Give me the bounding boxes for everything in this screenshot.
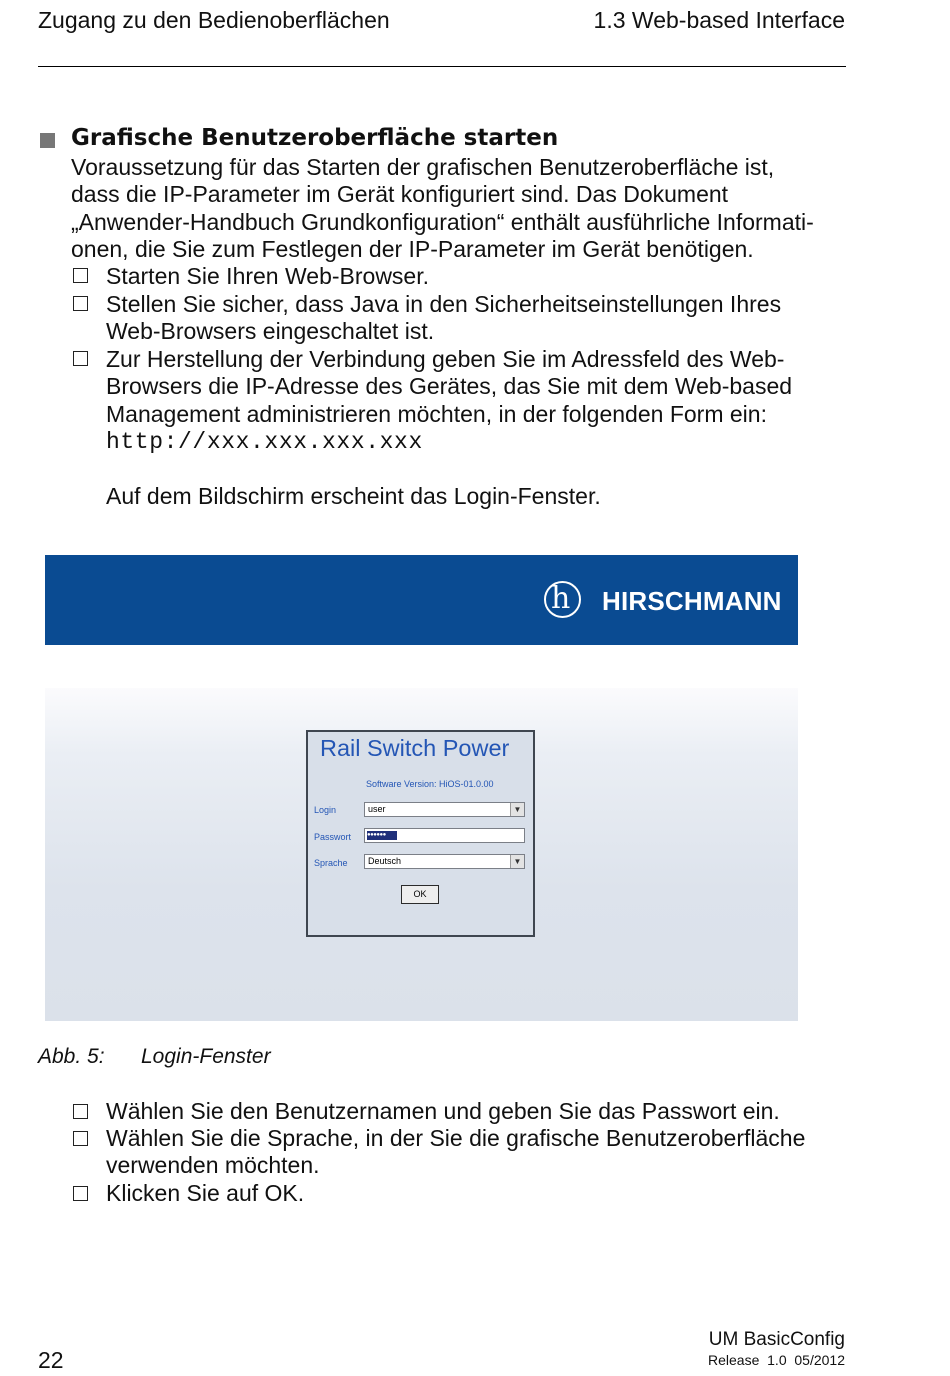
step-item (106, 263, 856, 290)
intro-line: „Anwender-Handbuch Grundkonfiguration“ enthält ausführliche Informati- (71, 208, 814, 235)
chevron-down-icon[interactable]: ▼ (510, 855, 524, 868)
checkbox-icon (73, 351, 88, 366)
checkbox-icon (73, 1131, 88, 1146)
document-name: UM BasicConfig (708, 1329, 845, 1350)
login-dialog-title: Rail Switch Power (320, 735, 510, 761)
language-select[interactable] (364, 854, 525, 869)
result-text: Auf dem Bildschirm erscheint das Login-Fenster. (106, 483, 601, 509)
login-select[interactable] (364, 802, 525, 817)
checkbox-icon (73, 1104, 88, 1119)
url-example: http://xxx.xxx.xxx.xxx (106, 429, 423, 455)
password-mask: ●●●●●● (367, 831, 397, 840)
software-version: Software Version: HiOS-01.0.00 (366, 779, 494, 789)
header-divider (38, 66, 846, 67)
step-item (106, 1098, 856, 1125)
running-header-chapter: Zugang zu den Bedienoberflächen (38, 7, 390, 33)
intro-line: onen, die Sie zum Festlegen der IP-Parameter im Gerät benötigen. (71, 236, 754, 263)
login-select-value: user (368, 804, 386, 814)
intro-paragraph (71, 154, 851, 264)
step-line: Stellen Sie sicher, dass Java in den Sicherheitseinstellungen Ihres (106, 291, 782, 317)
language-label: Sprache (314, 858, 348, 868)
password-label: Passwort (314, 832, 352, 842)
language-select-value: Deutsch (368, 856, 402, 866)
password-input[interactable] (364, 828, 525, 843)
chevron-down-icon[interactable]: ▼ (510, 803, 524, 816)
step-line: Browsers die IP-Adresse des Gerätes, das Sie mit dem Web-based (106, 373, 793, 400)
intro-line: dass die IP-Parameter im Gerät konfiguriert sind. Das Dokument (71, 181, 729, 208)
step-item (106, 1125, 856, 1180)
step-line: Starten Sie Ihren Web-Browser. (106, 263, 429, 289)
section-title: Grafische Benutzeroberfläche starten (71, 125, 559, 151)
release-info: Release 1.0 05/2012 (708, 1352, 845, 1368)
figure-caption-text: Login-Fenster (141, 1045, 271, 1068)
step-line: Klicken Sie auf OK. (106, 1180, 305, 1206)
step-line: Wählen Sie die Sprache, in der Sie die grafische Benutzeroberfläche (106, 1125, 806, 1151)
step-line: Web-Browsers eingeschaltet ist. (106, 318, 435, 345)
step-line: Management administrieren möchten, in der folgenden Form ein: (106, 400, 767, 427)
section-bullet-icon (40, 133, 55, 148)
step-line: Zur Herstellung der Verbindung geben Sie im Adressfeld des Web- (106, 346, 785, 372)
running-header-section: 1.3 Web-based Interface (593, 7, 845, 33)
checkbox-icon (73, 1186, 88, 1201)
checkbox-icon (73, 296, 88, 311)
step-item (106, 291, 856, 346)
step-item (106, 1180, 856, 1207)
checkbox-icon (73, 268, 88, 283)
intro-line: Voraussetzung für das Starten der grafischen Benutzeroberfläche ist, (71, 154, 775, 180)
step-line: Wählen Sie den Benutzernamen und geben Sie das Passwort ein. (106, 1098, 780, 1124)
login-label: Login (314, 805, 337, 815)
step-item (106, 346, 856, 428)
figure-caption-label: Abb. 5: (38, 1045, 105, 1068)
logo-glyph: h (551, 581, 571, 616)
step-line: verwenden möchten. (106, 1152, 320, 1179)
page-number: 22 (38, 1347, 64, 1373)
ok-button[interactable]: OK (401, 885, 439, 904)
brand-name: HIRSCHMANN (602, 586, 782, 616)
